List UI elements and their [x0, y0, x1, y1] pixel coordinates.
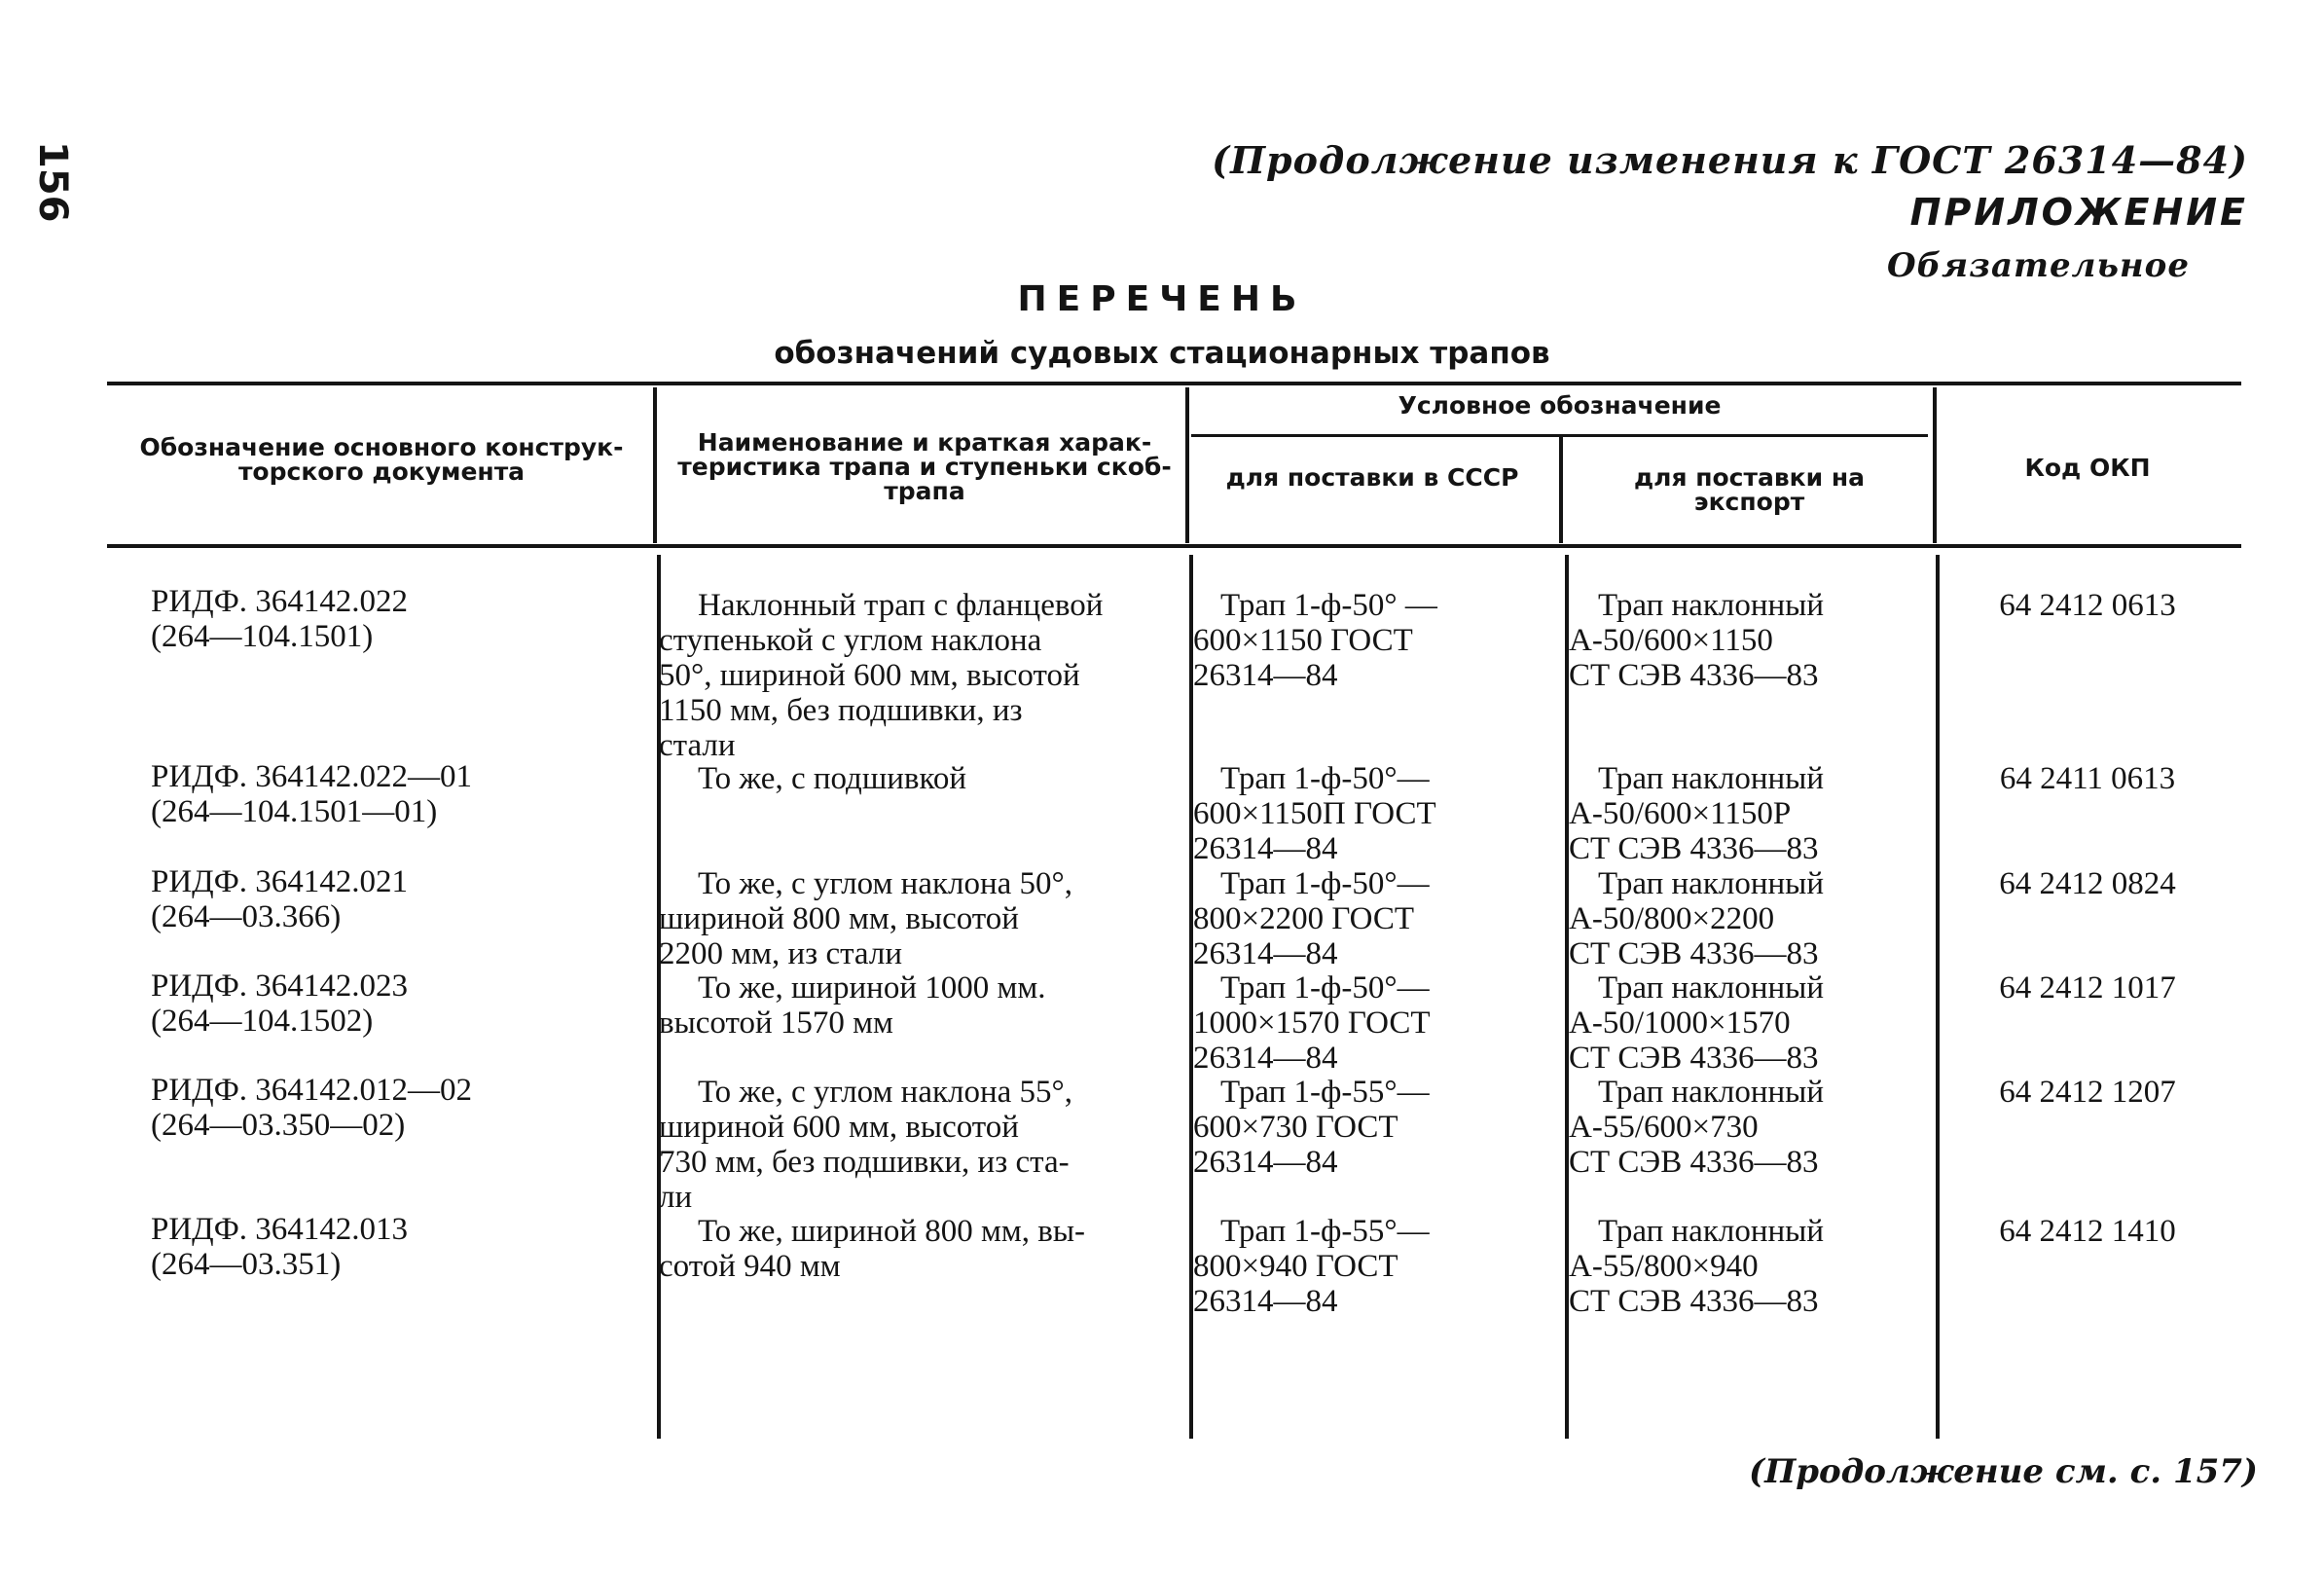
table-row-5-ussr: Трап 1-ф-55°— 600×730 ГОСТ 26314—84: [1193, 1075, 1430, 1180]
table-row-6-ussr: Трап 1-ф-55°— 800×940 ГОСТ 26314—84: [1193, 1214, 1430, 1319]
table-row-2-doc: РИДФ. 364142.022—01 (264—104.1501—01): [151, 759, 473, 829]
table-row-1-doc: РИДФ. 364142.022 (264—104.1501): [151, 584, 409, 654]
document-title: ПЕРЕЧЕНЬ: [1017, 279, 1307, 319]
table-row-3-okp: 64 2412 0824: [1999, 866, 2176, 901]
table-row-6-export: Трап наклонный А-55/800×940 СТ СЭВ 4336—83: [1569, 1214, 1824, 1319]
col-divider-4-body: [1936, 555, 1940, 1439]
table-row-5-doc: РИДФ. 364142.012—02 (264—03.350—02): [151, 1073, 473, 1143]
table-row-4-doc: РИДФ. 364142.023 (264—104.1502): [151, 969, 409, 1039]
footer-continuation: (Продолжение см. с. 157): [1749, 1452, 2258, 1491]
header-for-ussr: для поставки в СССР: [1225, 463, 1519, 492]
col-divider-2-head: [1185, 387, 1189, 543]
table-row-1-okp: 64 2412 0613: [1999, 588, 2176, 623]
table-row-3-ussr: Трап 1-ф-50°— 800×2200 ГОСТ 26314—84: [1193, 866, 1430, 971]
col-divider-3-head: [1559, 437, 1563, 543]
table-row-6-name: То же, шириной 800 мм, вы- сотой 940 мм: [659, 1214, 1085, 1284]
table-row-4-ussr: Трап 1-ф-50°— 1000×1570 ГОСТ 26314—84: [1193, 970, 1431, 1076]
table-row-3-doc: РИДФ. 364142.021 (264—03.366): [151, 864, 409, 934]
header-conventional-designation: Условное обозначение: [1398, 391, 1722, 420]
header-doc-designation: Обозначение основного конструк-торского документа: [139, 433, 624, 486]
table-row-1-ussr: Трап 1-ф-50° — 600×1150 ГОСТ 26314—84: [1193, 588, 1437, 693]
table-row-4-okp: 64 2412 1017: [1999, 970, 2176, 1005]
header-okp-code: Код ОКП: [2024, 454, 2151, 482]
table-row-5-okp: 64 2412 1207: [1999, 1075, 2176, 1110]
table-row-5-name: То же, с углом наклона 55°, шириной 600 мм, высотой 730 мм, без подшивки, из ста- ли: [659, 1075, 1072, 1215]
table-row-6-okp: 64 2412 1410: [1999, 1214, 2176, 1249]
table-row-3-name: То же, с углом наклона 50°, шириной 800 мм, высотой 2200 мм, из стали: [659, 866, 1072, 971]
header-name-characteristic: Наименование и краткая харак-теристика трапа и ступеньки скоб-трапа: [677, 428, 1172, 505]
table-row-1-export: Трап наклонный А-50/600×1150 СТ СЭВ 4336—83: [1569, 588, 1824, 693]
table-row-4-export: Трап наклонный А-50/1000×1570 СТ СЭВ 4336—83: [1569, 970, 1824, 1076]
header-bottom-rule: [107, 544, 2241, 548]
table-row-2-export: Трап наклонный А-50/600×1150Р СТ СЭВ 4336—83: [1569, 761, 1824, 866]
header-mandatory: Обязательное: [1887, 246, 2190, 285]
document-subtitle: обозначений судовых стационарных трапов: [774, 336, 1550, 371]
table-row-2-ussr: Трап 1-ф-50°— 600×1150П ГОСТ 26314—84: [1193, 761, 1436, 866]
page-number: 156: [30, 141, 75, 223]
header-for-export: для поставки на экспорт: [1633, 463, 1866, 516]
table-row-4-name: То же, шириной 1000 мм. высотой 1570 мм: [659, 970, 1046, 1041]
table-row-2-name: То же, с подшивкой: [698, 761, 967, 796]
table-row-5-export: Трап наклонный А-55/600×730 СТ СЭВ 4336—83: [1569, 1075, 1824, 1180]
table-top-rule: [107, 382, 2241, 385]
col-divider-1-head: [653, 387, 657, 543]
col-divider-4-head: [1933, 387, 1937, 543]
header-continuation: (Продолжение изменения к ГОСТ 26314—84): [1212, 138, 2248, 182]
table-row-2-okp: 64 2411 0613: [1999, 761, 2176, 796]
table-row-6-doc: РИДФ. 364142.013 (264—03.351): [151, 1212, 409, 1282]
table-row-3-export: Трап наклонный А-50/800×2200 СТ СЭВ 4336—83: [1569, 866, 1824, 971]
header-appendix: ПРИЛОЖЕНИЕ: [1909, 191, 2248, 234]
table-row-1-name: Наклонный трап с фланцевой ступенькой с углом наклона 50°, шириной 600 мм, высотой 1150 мм, без подшивки, из стали: [659, 588, 1104, 763]
